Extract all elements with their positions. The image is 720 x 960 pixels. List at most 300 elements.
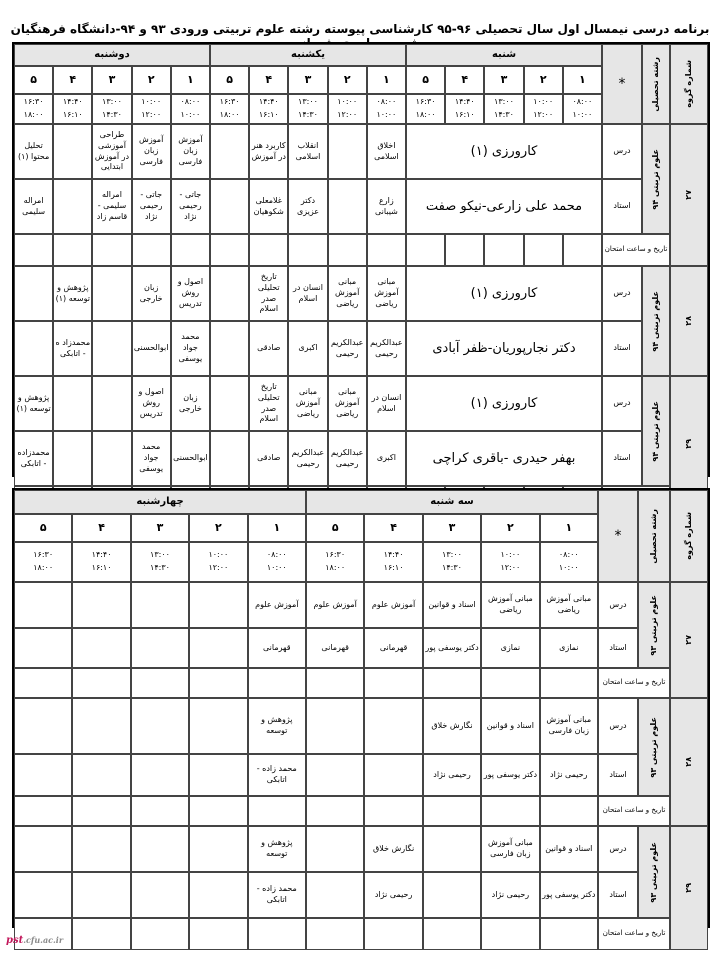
session-number	[306, 514, 364, 542]
lesson-cell	[53, 266, 92, 321]
teacher-cell	[210, 179, 249, 234]
exam-cell	[423, 668, 481, 698]
teacher-cell-text: غلامعلی شکوهیان	[253, 195, 284, 216]
teacher-cell	[423, 872, 481, 918]
lesson-cell	[171, 124, 210, 179]
saturday-lesson	[406, 376, 602, 431]
group-number-text: ۲۷	[683, 635, 693, 645]
day-header-text: سه شنبه	[430, 496, 474, 508]
teacher-cell	[171, 431, 210, 486]
teacher-cell	[131, 628, 189, 668]
teacher-label-text: استاد	[613, 343, 631, 353]
session-time	[189, 542, 247, 582]
lesson-cell	[540, 582, 598, 628]
lesson-cell	[189, 698, 247, 754]
teacher-cell	[14, 754, 72, 796]
session-time	[367, 94, 406, 124]
exam-cell	[171, 234, 210, 266]
session-time-text: ۰۸:۰۰ ۱۰:۰۰	[572, 97, 593, 119]
exam-cell	[540, 796, 598, 826]
teacher-cell-text: ابوالحسنی	[133, 343, 169, 353]
teacher-cell-text: دکتر عزیزی	[296, 195, 320, 216]
lesson-label	[602, 376, 642, 431]
session-time	[423, 542, 481, 582]
group-number	[670, 826, 708, 950]
lesson-cell	[481, 582, 539, 628]
session-number	[563, 66, 602, 94]
lesson-cell	[14, 826, 72, 872]
teacher-label	[598, 872, 638, 918]
site-watermark	[6, 935, 63, 946]
lesson-cell-text: مبانی آموزش ریاضی	[335, 277, 360, 308]
lesson-cell	[364, 698, 422, 754]
teacher-cell-text: نمازی	[500, 642, 521, 652]
teacher-cell-text: جاتی - رحیمی نژاد	[179, 190, 202, 221]
teacher-cell	[14, 321, 53, 376]
lesson-cell	[249, 266, 288, 321]
teacher-cell-text: صادقی	[257, 343, 281, 353]
group-number-text: ۲۸	[683, 757, 693, 767]
session-number-text: ۵	[30, 72, 37, 86]
teacher-cell	[53, 431, 92, 486]
teacher-cell-text: رحیمی نژاد	[550, 769, 588, 779]
lesson-cell	[423, 826, 481, 872]
lesson-cell	[210, 124, 249, 179]
lesson-cell-text: طراحی آموزشی در آموزش ابتدایی	[94, 129, 130, 172]
teacher-cell-text: ابوالحسنی	[173, 453, 208, 463]
teacher-cell	[53, 321, 92, 376]
saturday-lesson	[406, 266, 602, 321]
teacher-cell-text: امراله سلیمی - قاسم زاد	[96, 190, 128, 221]
session-time-text: ۰۸:۰۰ ۱۰:۰۰	[266, 550, 287, 572]
lesson-cell	[92, 124, 131, 179]
lesson-cell	[189, 582, 247, 628]
lesson-cell-text: آموزش علوم	[255, 599, 299, 609]
teacher-cell-text: عبدالکریم رحیمی	[330, 337, 364, 358]
teacher-cell	[210, 431, 249, 486]
teacher-cell	[14, 628, 72, 668]
session-time-text: ۱۴:۴۰ ۱۶:۱۰	[383, 550, 404, 572]
lesson-cell	[481, 826, 539, 872]
exam-cell	[481, 918, 539, 950]
lesson-cell	[72, 826, 130, 872]
teacher-cell	[189, 628, 247, 668]
teacher-cell-text: زارع شیبانی	[374, 195, 398, 216]
exam-cell	[72, 668, 130, 698]
lesson-cell-text: پژوهش و توسعه	[261, 838, 293, 858]
teacher-cell	[364, 628, 422, 668]
lesson-cell	[540, 698, 598, 754]
session-time-text: ۱۴:۴۰ ۱۶:۱۰	[91, 550, 112, 572]
lesson-cell-text: زبان خارجی	[178, 392, 202, 413]
session-time	[484, 94, 523, 124]
lesson-cell	[367, 376, 406, 431]
session-time-text: ۱۶:۳۰ ۱۸:۰۰	[219, 97, 240, 119]
teacher-cell	[248, 872, 306, 918]
session-time-text: ۱۶:۳۰ ۱۸:۰۰	[23, 97, 44, 119]
exam-cell	[524, 234, 563, 266]
teacher-cell	[540, 628, 598, 668]
session-number	[189, 514, 247, 542]
session-number-text: ۵	[226, 72, 233, 86]
group-number-text: ۲۹	[683, 883, 693, 893]
teacher-cell	[423, 754, 481, 796]
session-time	[306, 542, 364, 582]
group-number	[670, 124, 708, 266]
lesson-cell-text: انسان در اسلام	[371, 392, 402, 413]
lesson-cell-text: آموزش زبان فارسی	[139, 135, 164, 166]
teacher-cell-text: دکتر یوسفی پور	[425, 642, 479, 652]
session-number	[406, 66, 445, 94]
session-time-text: ۱۳:۰۰ ۱۴:۳۰	[442, 550, 462, 572]
lesson-cell-text: زبان خارجی	[139, 282, 163, 303]
exam-cell	[14, 796, 72, 826]
lesson-cell	[210, 266, 249, 321]
teacher-label-text: استاد	[613, 453, 631, 463]
teacher-cell	[249, 431, 288, 486]
session-number	[484, 66, 523, 94]
session-number-text: ۲	[507, 520, 514, 534]
exam-label-text: تاریخ و ساعت امتحان	[602, 929, 666, 938]
teacher-cell-text: عبدالکریم رحیمی	[370, 337, 403, 358]
exam-cell	[563, 234, 602, 266]
session-number-text: ۲	[147, 72, 155, 86]
lesson-cell	[131, 698, 189, 754]
teacher-cell	[14, 872, 72, 918]
session-time	[248, 542, 306, 582]
saturday-lesson	[406, 124, 602, 179]
lesson-cell	[14, 582, 72, 628]
exam-cell	[306, 918, 364, 950]
teacher-label	[602, 179, 642, 234]
teacher-cell	[189, 872, 247, 918]
session-time	[481, 542, 539, 582]
lesson-cell-text: مبانی آموزش زبان فارسی	[546, 715, 592, 735]
session-time-text: ۱۳:۰۰ ۱۴:۳۰	[150, 550, 170, 572]
teacher-cell	[540, 872, 598, 918]
lesson-cell-text: آموزش علوم	[371, 599, 416, 609]
session-number-text: ۴	[390, 520, 397, 534]
teacher-cell	[367, 179, 406, 234]
exam-label	[598, 796, 670, 826]
lesson-cell-text: پژوهش و توسعه (۱)	[55, 282, 90, 303]
exam-cell	[248, 796, 306, 826]
lesson-cell-text: آموزش علوم	[313, 599, 357, 609]
teacher-cell-text: محمد زاده - اتابکی	[256, 884, 297, 904]
lesson-cell	[92, 266, 131, 321]
session-number	[367, 66, 406, 94]
teacher-cell-text: عبدالکریم رحیمی	[291, 447, 325, 468]
exam-cell	[72, 918, 130, 950]
teacher-label	[602, 321, 642, 376]
teacher-cell	[288, 179, 327, 234]
teacher-cell-text: محمدزاده - اتابکی	[17, 447, 50, 468]
lesson-cell	[132, 266, 171, 321]
lesson-label-text: درس	[609, 843, 627, 853]
teacher-cell	[328, 431, 367, 486]
teacher-cell	[367, 321, 406, 376]
group-number	[670, 582, 708, 698]
lesson-cell	[423, 582, 481, 628]
exam-cell	[423, 918, 481, 950]
lesson-label	[598, 826, 638, 872]
star-header-text: *	[618, 75, 626, 92]
lesson-cell-text: انقلاب اسلامی	[295, 140, 321, 161]
teacher-cell-text: قهرمانی	[263, 642, 291, 652]
session-time	[288, 94, 327, 124]
session-number	[288, 66, 327, 94]
teacher-cell	[328, 179, 367, 234]
session-number-text: ۳	[304, 72, 312, 86]
lesson-cell-text: آموزش زبان فارسی	[178, 135, 203, 166]
teacher-cell	[306, 872, 364, 918]
teacher-cell	[306, 628, 364, 668]
exam-label-text: تاریخ و ساعت امتحان	[602, 678, 666, 687]
lesson-label-text: درس	[609, 599, 627, 609]
session-number	[249, 66, 288, 94]
lesson-label	[602, 124, 642, 179]
session-number	[481, 514, 539, 542]
session-time-text: ۱۳:۰۰ ۱۴:۳۰	[298, 97, 318, 119]
exam-cell	[406, 234, 445, 266]
group-number-text: ۲۸	[683, 316, 693, 326]
lesson-label	[598, 698, 638, 754]
teacher-cell	[248, 754, 306, 796]
session-number	[14, 514, 72, 542]
session-number	[131, 514, 189, 542]
teacher-cell	[72, 872, 130, 918]
exam-label	[598, 918, 670, 950]
session-time-text: ۰۸:۰۰ ۱۰:۰۰	[180, 97, 201, 119]
session-time-text: ۱۶:۳۰ ۱۸:۰۰	[415, 97, 436, 119]
day-header	[14, 490, 306, 514]
group-number	[670, 266, 708, 376]
lesson-cell	[92, 376, 131, 431]
lesson-cell	[364, 826, 422, 872]
teacher-cell	[131, 872, 189, 918]
vertical-label: علوم تربیتی ۹۴	[650, 400, 660, 462]
exam-cell	[248, 668, 306, 698]
session-number-text: ۱	[187, 72, 194, 86]
lesson-cell-text: پژوهش و توسعه	[261, 715, 293, 735]
day-header	[14, 44, 210, 66]
vertical-label: علوم تربیتی ۹۴	[650, 290, 660, 352]
field-name	[642, 266, 670, 376]
exam-cell	[288, 234, 327, 266]
lesson-label	[602, 266, 642, 321]
teacher-cell	[364, 872, 422, 918]
day-header-text: چهارشنبه	[136, 496, 184, 508]
session-time-text: ۰۸:۰۰ ۱۰:۰۰	[558, 550, 579, 572]
teacher-cell	[367, 431, 406, 486]
exam-cell	[306, 796, 364, 826]
lesson-cell	[248, 582, 306, 628]
exam-cell	[14, 668, 72, 698]
teacher-cell	[481, 872, 539, 918]
teacher-label	[602, 431, 642, 486]
teacher-cell	[171, 179, 210, 234]
teacher-cell	[249, 321, 288, 376]
lesson-cell-text: نگارش خلاق	[431, 720, 473, 730]
session-time	[563, 94, 602, 124]
lesson-cell	[53, 376, 92, 431]
teacher-cell	[481, 754, 539, 796]
session-number	[92, 66, 131, 94]
star-header	[598, 490, 638, 582]
teacher-cell	[423, 628, 481, 668]
lesson-cell-text: اسناد و قوانین	[545, 843, 593, 853]
schedule-table-tue-wed	[12, 488, 710, 938]
session-time	[14, 94, 53, 124]
lesson-cell-text: اسناد و قوانین	[486, 720, 534, 730]
session-number-text: ۴	[69, 72, 77, 86]
session-number	[53, 66, 92, 94]
session-time	[210, 94, 249, 124]
teacher-cell-text: دکتر یوسفی پور	[483, 769, 538, 779]
teacher-cell-text: قهرمانی	[321, 642, 349, 652]
field-header	[638, 490, 670, 582]
session-time	[14, 542, 72, 582]
session-time	[540, 542, 598, 582]
teacher-cell	[210, 321, 249, 376]
teacher-cell-text: جاتی - رحیمی نژاد	[139, 190, 163, 221]
exam-cell	[481, 796, 539, 826]
lesson-cell	[248, 698, 306, 754]
teacher-cell-text: محمد زاده - اتابکی	[256, 764, 297, 784]
teacher-cell	[132, 179, 171, 234]
teacher-cell	[306, 754, 364, 796]
session-number-text: ۲	[215, 520, 222, 534]
session-time	[92, 94, 131, 124]
lesson-cell	[189, 826, 247, 872]
session-time	[445, 94, 484, 124]
lesson-cell	[14, 698, 72, 754]
vertical-label: شماره گروه	[683, 512, 693, 560]
saturday-teacher-text: بهفر حیدری -باقری کراچی	[432, 450, 576, 466]
session-time	[406, 94, 445, 124]
lesson-cell	[306, 698, 364, 754]
teacher-cell	[288, 321, 327, 376]
lesson-cell	[288, 124, 327, 179]
session-number-text: ۱	[579, 72, 586, 86]
saturday-teacher	[406, 179, 602, 234]
lesson-label	[598, 582, 638, 628]
lesson-cell	[328, 266, 367, 321]
session-time	[53, 94, 92, 124]
vertical-label: شماره گروه	[683, 60, 693, 108]
session-time-text: ۱۰:۰۰ ۱۲:۰۰	[208, 550, 229, 572]
lesson-cell-text: کاربرد هنر در آموزش	[251, 140, 286, 161]
teacher-cell-text: نمازی	[559, 642, 579, 652]
session-time-text: ۱۰:۰۰ ۱۲:۰۰	[533, 97, 554, 119]
session-time-text: ۱۴:۴۰ ۱۶:۱۰	[258, 97, 279, 119]
lesson-cell-text: نگارش خلاق	[373, 843, 415, 853]
teacher-label-text: استاد	[613, 201, 631, 211]
saturday-teacher	[406, 321, 602, 376]
teacher-cell	[288, 431, 327, 486]
teacher-cell-text: محمدزاد ه - اتابکی	[55, 337, 91, 358]
lesson-cell	[288, 266, 327, 321]
session-time	[131, 542, 189, 582]
exam-cell	[131, 796, 189, 826]
session-time-text: ۱۰:۰۰ ۱۲:۰۰	[337, 97, 358, 119]
session-number-text: ۱	[273, 520, 281, 534]
session-number	[423, 514, 481, 542]
teacher-cell-text: محمد جواد یوسفی	[178, 332, 203, 363]
lesson-cell-text: انسان در اسلام	[293, 282, 323, 303]
lesson-cell	[14, 266, 53, 321]
lesson-label-text: درس	[613, 288, 631, 298]
day-header	[406, 44, 602, 66]
exam-cell	[132, 234, 171, 266]
lesson-cell	[72, 698, 130, 754]
session-number	[72, 514, 130, 542]
teacher-label	[598, 628, 638, 668]
session-number-text: ۳	[156, 520, 164, 534]
session-time-text: ۱۳:۰۰ ۱۴:۳۰	[102, 97, 122, 119]
session-time-text: ۱۴:۴۰ ۱۶:۱۰	[62, 97, 83, 119]
lesson-cell	[210, 376, 249, 431]
session-time-text: ۱۶:۳۰ ۱۸:۰۰	[33, 550, 54, 572]
saturday-lesson-text: کارورزی (۱)	[470, 285, 538, 301]
vertical-label: علوم تربیتی ۹۳	[648, 841, 658, 903]
field-header	[642, 44, 670, 124]
vertical-label: علوم تربیتی ۹۳	[648, 716, 658, 778]
vertical-label: رشته تحصیلی	[650, 56, 660, 112]
session-number-text: ۱	[565, 520, 573, 534]
teacher-cell-text: عبدالکریم رحیمی	[330, 447, 364, 468]
exam-cell	[189, 918, 247, 950]
lesson-cell	[72, 582, 130, 628]
session-time	[524, 94, 563, 124]
saturday-lesson-text: کارورزی (۱)	[470, 395, 538, 411]
teacher-label-text: استاد	[609, 889, 627, 899]
session-number	[171, 66, 210, 94]
teacher-cell	[540, 754, 598, 796]
teacher-cell	[328, 321, 367, 376]
group-number-text: ۲۹	[683, 439, 693, 449]
teacher-cell	[92, 179, 131, 234]
exam-cell	[367, 234, 406, 266]
exam-cell	[210, 234, 249, 266]
teacher-cell-text: اکبری	[298, 343, 318, 353]
lesson-cell	[171, 376, 210, 431]
lesson-cell	[171, 266, 210, 321]
group-number-header	[670, 44, 708, 124]
lesson-cell-text: پژوهش و توسعه (۱)	[16, 392, 51, 413]
exam-cell	[445, 234, 484, 266]
exam-cell	[306, 668, 364, 698]
session-number	[524, 66, 563, 94]
saturday-teacher-text: دکتر نجارپوریان-ظفر آبادی	[432, 340, 576, 356]
session-number	[248, 514, 306, 542]
lesson-cell	[248, 826, 306, 872]
watermark-brand: pst	[6, 935, 24, 946]
exam-cell	[540, 668, 598, 698]
lesson-cell	[249, 124, 288, 179]
teacher-cell-text: رحیمی نژاد	[491, 889, 530, 899]
field-name	[638, 582, 670, 668]
group-number-text: ۲۷	[683, 190, 693, 200]
teacher-cell-text: صادقی	[257, 453, 281, 463]
session-number	[210, 66, 249, 94]
session-time	[132, 94, 171, 124]
field-name	[642, 124, 670, 234]
teacher-label-text: استاد	[609, 769, 627, 779]
exam-label-text: تاریخ و ساعت امتحان	[604, 245, 668, 254]
exam-cell	[328, 234, 367, 266]
page-title: برنامه درسی نیمسال اول سال تحصیلی ۹۶-۹۵ کارشناسی پیوسته رشته علوم تربیتی ورودی ۹۳ و ۹۴-دانشگاه فرهنگیان	[10, 22, 710, 36]
